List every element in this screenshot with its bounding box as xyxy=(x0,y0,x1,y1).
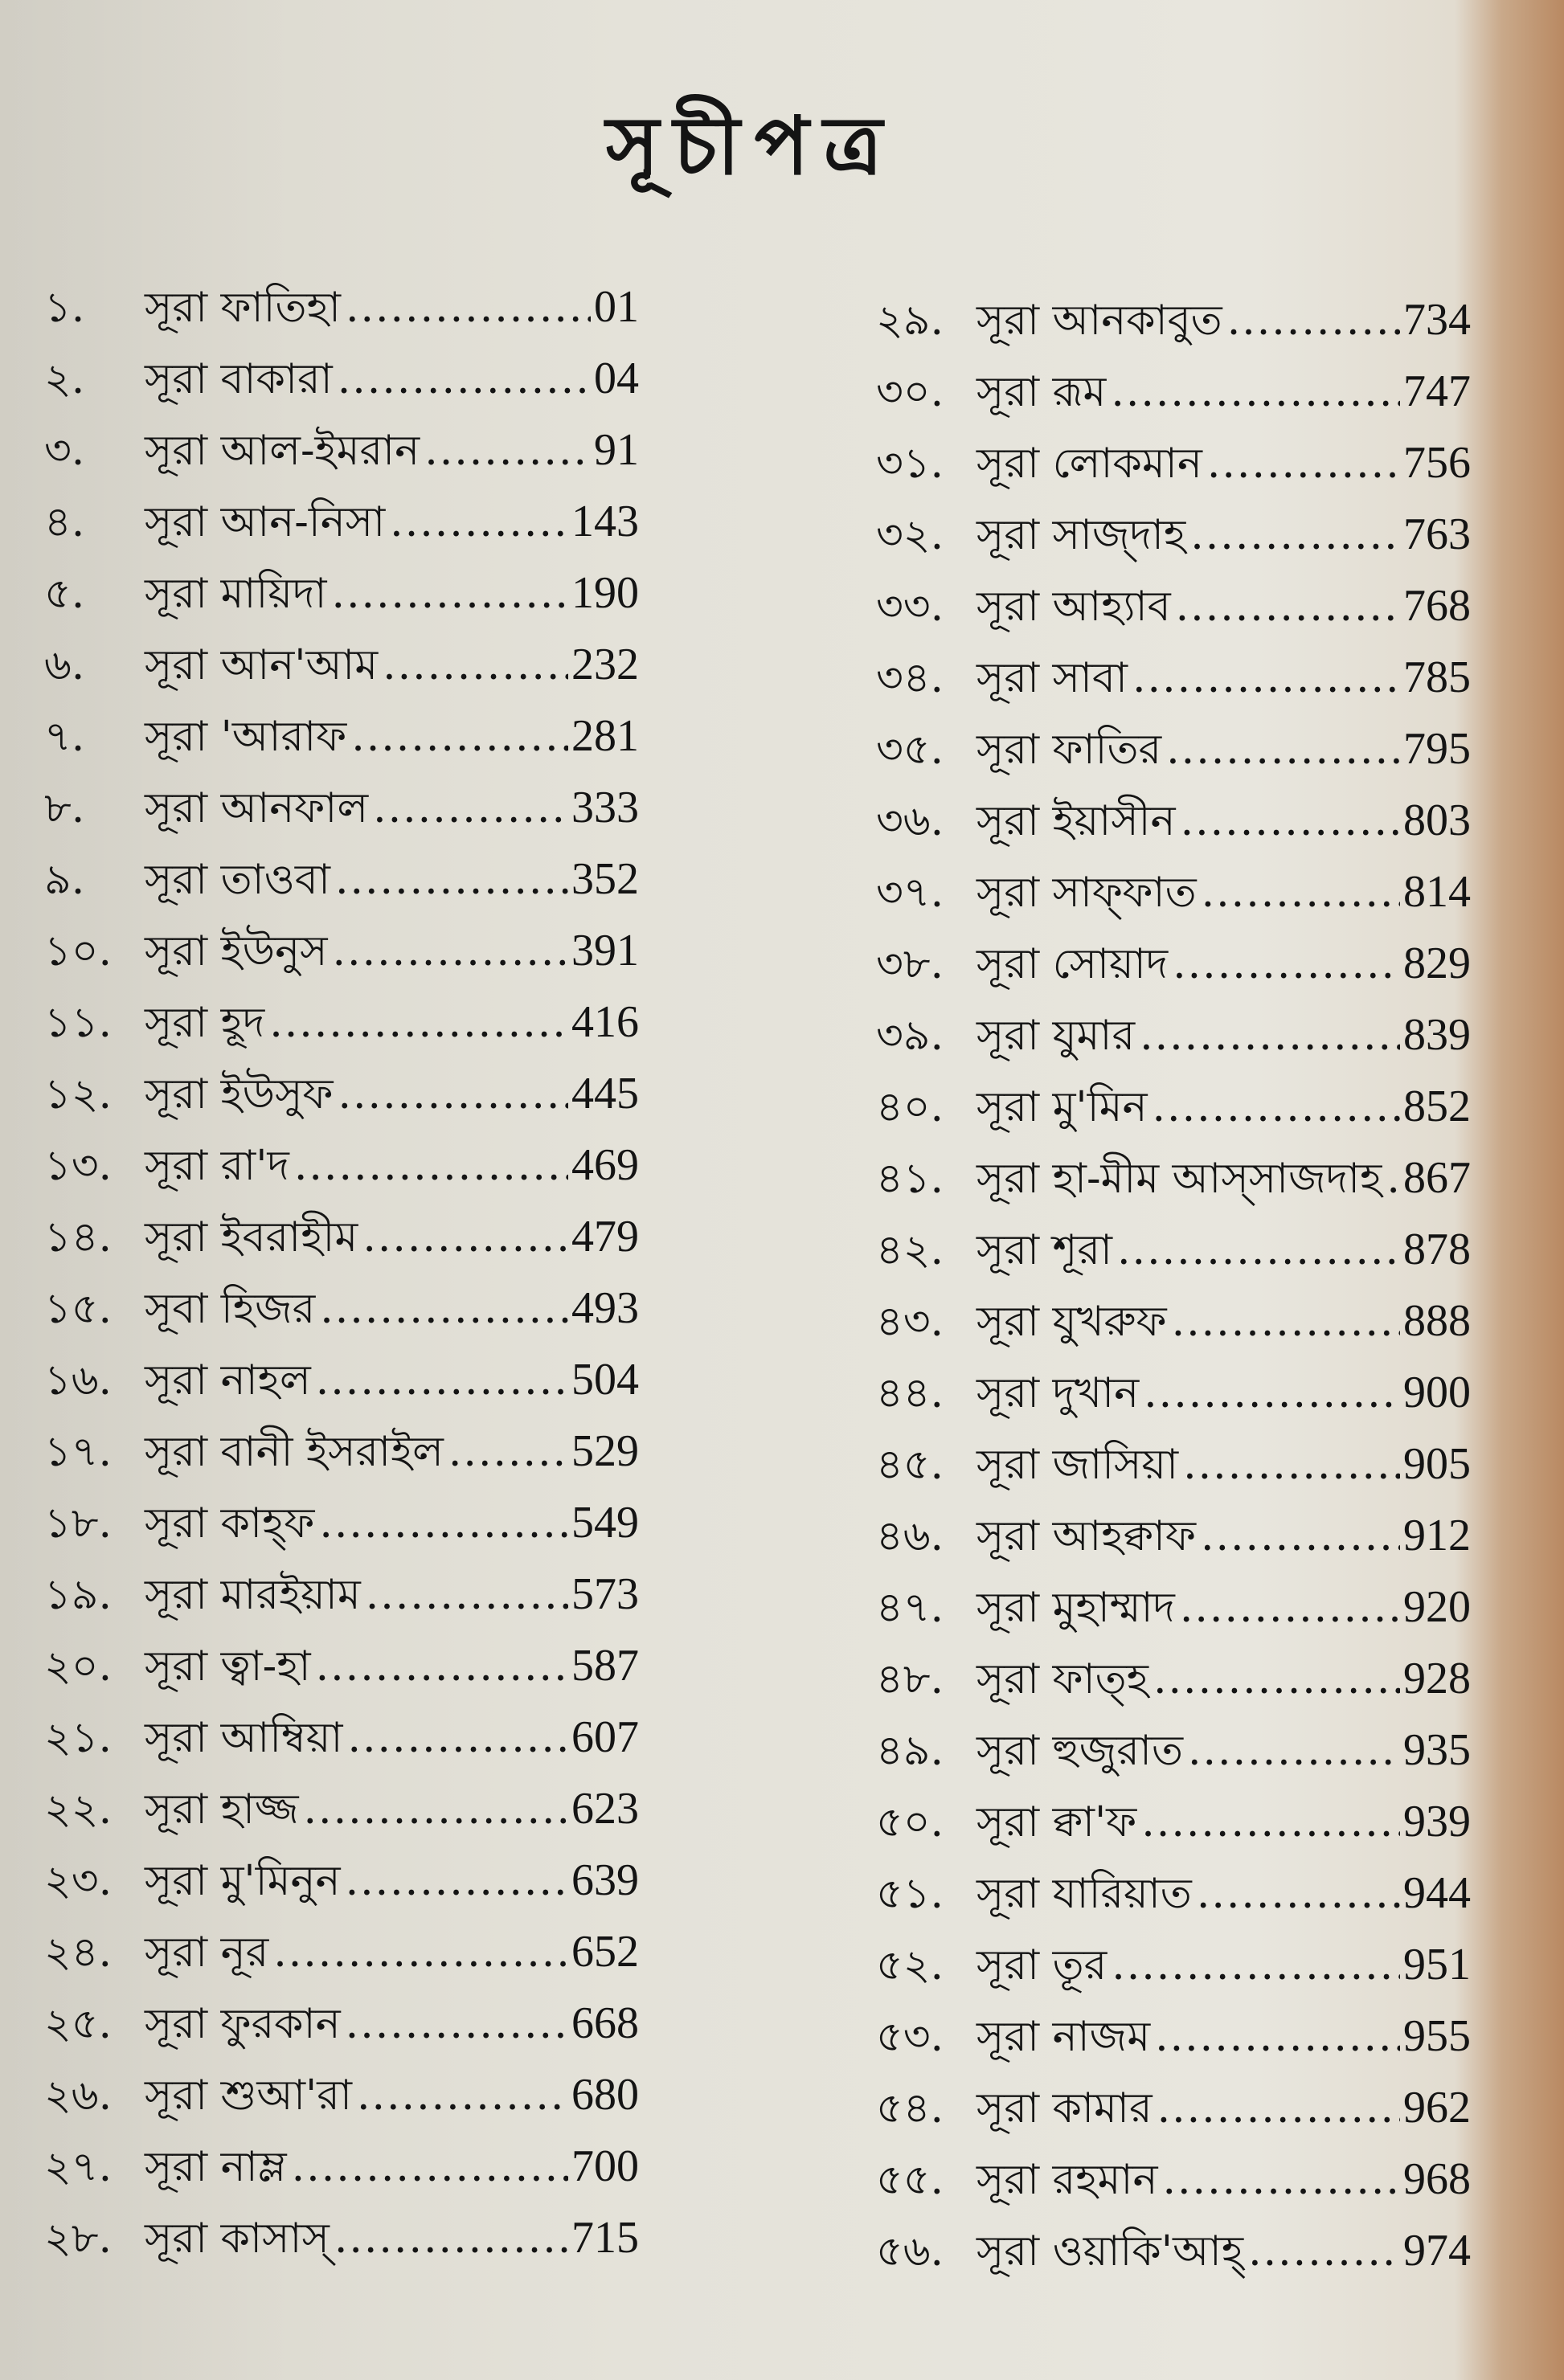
toc-entry-number: ৪৭. xyxy=(876,1584,944,1632)
toc-entry-number: ৩. xyxy=(44,427,85,475)
toc-entry-number: ৪৪. xyxy=(876,1369,944,1417)
toc-entry-page-number: 652 xyxy=(571,1927,639,1977)
dot-leader xyxy=(1166,714,1400,786)
toc-entry-title: সূরা রা'দ xyxy=(145,1142,289,1190)
toc-entry-number: ৩৫. xyxy=(876,726,944,774)
dot-leader xyxy=(294,1131,568,1202)
toc-entry xyxy=(44,486,639,558)
toc-entry-number: ৫৩. xyxy=(876,2013,944,2061)
toc-entry-number: ৩২. xyxy=(876,511,944,559)
toc-entry-number: ২৪. xyxy=(44,1928,113,1977)
toc-entry-number: ১৮. xyxy=(44,1499,113,1548)
toc-entry xyxy=(876,570,1471,642)
toc-entry-number: ৪৫. xyxy=(876,1441,944,1489)
dot-leader xyxy=(1172,1286,1400,1358)
toc-column-left xyxy=(44,272,639,2274)
toc-entry-title: সূরা নাম্ল xyxy=(145,2143,287,2191)
toc-entry-page-number: 900 xyxy=(1403,1368,1471,1417)
toc-entry-number: ১৫. xyxy=(44,1285,113,1333)
toc-entry-title: সূরা রহমান xyxy=(976,2156,1158,2204)
dot-leader xyxy=(1188,1715,1400,1787)
dot-leader xyxy=(316,1345,568,1417)
toc-entry xyxy=(876,857,1471,928)
toc-entry-page-number: 905 xyxy=(1403,1439,1471,1489)
toc-entry-title: সূরা নাজম xyxy=(976,2013,1151,2061)
toc-entry-page-number: 333 xyxy=(571,783,639,832)
dot-leader xyxy=(292,2132,568,2203)
toc-entry-number: ২৭. xyxy=(44,2143,113,2191)
toc-entry-number: ২৯. xyxy=(876,296,944,345)
toc-entry-page-number: 668 xyxy=(571,1998,639,2048)
toc-entry-number: ৪৩. xyxy=(876,1298,944,1346)
dot-leader xyxy=(316,1631,568,1703)
toc-entry-page-number: 939 xyxy=(1403,1797,1471,1846)
dot-leader xyxy=(347,1703,568,1774)
toc-entry-number: ৩৮. xyxy=(876,940,944,988)
toc-entry xyxy=(876,1572,1471,1643)
toc-entry-page-number: 549 xyxy=(571,1498,639,1548)
toc-entry xyxy=(44,1559,639,1630)
toc-entry-title: সূরা কাসাস্ xyxy=(145,2214,330,2263)
dot-leader xyxy=(346,272,591,344)
toc-entry-title: সূরা আহক্বাফ xyxy=(976,1512,1196,1560)
toc-entry xyxy=(876,1858,1471,1929)
toc-entry-title: সূরা যুমার xyxy=(976,1012,1136,1060)
toc-entry-number: ৪৬. xyxy=(876,1512,944,1560)
toc-entry-title: সূরা ইয়াসীন xyxy=(976,797,1176,845)
toc-entry xyxy=(876,356,1471,427)
toc-entry-page-number: 281 xyxy=(571,711,639,761)
toc-entry-number: ৫০. xyxy=(876,1798,944,1846)
dot-leader xyxy=(1202,857,1400,929)
toc-entry-title: সূরা দুখান xyxy=(976,1369,1140,1417)
dot-leader xyxy=(1227,285,1400,357)
toc-entry-number: ১০. xyxy=(44,927,113,975)
toc-entry-page-number: 935 xyxy=(1403,1725,1471,1775)
dot-leader xyxy=(1111,357,1400,428)
toc-entry-number: ১৯. xyxy=(44,1571,113,1619)
toc-entry-title: সূরা হাজ্জ xyxy=(145,1785,299,1834)
dot-leader xyxy=(331,558,568,630)
toc-entry-number: ১৪. xyxy=(44,1213,113,1262)
toc-entry-page-number: 920 xyxy=(1403,1582,1471,1632)
dot-leader xyxy=(304,1774,568,1846)
toc-entry-number: ৪. xyxy=(44,498,85,546)
toc-entry xyxy=(876,1643,1471,1715)
dot-leader xyxy=(1248,2216,1400,2288)
toc-entry-page-number: 968 xyxy=(1403,2154,1471,2204)
toc-entry-title: সূরা 'আরাফ xyxy=(145,713,347,761)
toc-entry xyxy=(44,1487,639,1559)
toc-entry-number: ২৮. xyxy=(44,2214,113,2263)
toc-entry-title: সূরা আন-নিসা xyxy=(145,498,386,546)
toc-entry-title: সূরা ক্বা'ফ xyxy=(976,1798,1137,1846)
toc-entry-title: সূরা শূরা xyxy=(976,1226,1113,1274)
toc-entry-title: সূরা শুআ'রা xyxy=(145,2071,352,2120)
dot-leader xyxy=(1155,2002,1400,2073)
toc-entry-page-number: 416 xyxy=(571,997,639,1047)
toc-entry-title: সূরা জাসিয়া xyxy=(976,1441,1179,1489)
toc-entry-title: সূরা ফাতিহা xyxy=(145,284,341,332)
toc-entry-page-number: 352 xyxy=(571,854,639,904)
toc-entry-page-number: 529 xyxy=(571,1426,639,1476)
dot-leader xyxy=(333,916,568,988)
dot-leader xyxy=(383,630,568,701)
toc-entry-number: ৩১. xyxy=(876,440,944,488)
toc-entry-title: সূরা রূম xyxy=(976,368,1107,416)
toc-entry xyxy=(44,987,639,1058)
dot-leader xyxy=(346,1989,568,2060)
toc-entry-page-number: 232 xyxy=(571,640,639,689)
toc-entry-number: ২৩. xyxy=(44,1857,113,1905)
toc-entry xyxy=(44,629,639,701)
dot-leader xyxy=(338,1059,568,1131)
toc-entry xyxy=(876,1000,1471,1071)
toc-entry-title: সূরা সাবা xyxy=(976,654,1128,702)
toc-entry xyxy=(876,928,1471,1000)
dot-leader xyxy=(390,487,568,558)
toc-entry-number: ৩৪. xyxy=(876,654,944,702)
toc-entry xyxy=(44,272,639,343)
toc-entry-page-number: 839 xyxy=(1403,1010,1471,1060)
toc-entry-number: ৫৬. xyxy=(876,2227,944,2276)
toc-entry-page-number: 700 xyxy=(571,2141,639,2191)
toc-entry-page-number: 763 xyxy=(1403,509,1471,559)
toc-entry-page-number: 680 xyxy=(571,2070,639,2120)
toc-entry-page-number: 962 xyxy=(1403,2083,1471,2133)
dot-leader xyxy=(320,1274,568,1345)
toc-entry-page-number: 768 xyxy=(1403,581,1471,631)
toc-entry-number: ৩০. xyxy=(876,368,944,416)
toc-entry-number: ২৬. xyxy=(44,2071,113,2120)
toc-entry xyxy=(876,427,1471,499)
toc-entry xyxy=(44,2059,639,2131)
dot-leader xyxy=(273,1917,568,1989)
toc-entry-title: সূরা ইউসুফ xyxy=(145,1070,334,1118)
toc-entry-page-number: 445 xyxy=(571,1069,639,1118)
toc-entry-title: সূরা নাহল xyxy=(145,1356,311,1405)
toc-entry-title: সূরা সাজ্দাহ xyxy=(976,511,1186,559)
toc-entry xyxy=(44,415,639,486)
dot-leader xyxy=(351,701,568,773)
toc-entry xyxy=(876,1429,1471,1500)
toc-entry xyxy=(876,1357,1471,1429)
toc-entry xyxy=(44,1702,639,1773)
toc-entry xyxy=(44,2131,639,2202)
toc-entry-number: ৩৭. xyxy=(876,869,944,917)
toc-entry-title: সূরা কাহ্ফ xyxy=(145,1499,315,1548)
toc-entry-number: ২২. xyxy=(44,1785,113,1834)
toc-entry-number: ৭. xyxy=(44,713,85,761)
toc-entry-title: সূরা তাওবা xyxy=(145,856,330,904)
toc-entry-page-number: 04 xyxy=(594,354,639,403)
toc-entry-number: ৪০. xyxy=(876,1083,944,1131)
toc-entry xyxy=(876,1071,1471,1143)
toc-entry-page-number: 785 xyxy=(1403,652,1471,702)
dot-leader xyxy=(1141,1787,1400,1859)
toc-entry-number: ১৭. xyxy=(44,1428,113,1476)
toc-entry xyxy=(44,844,639,915)
toc-entry-page-number: 814 xyxy=(1403,867,1471,917)
toc-entry-title: সূরা ত্বা-হা xyxy=(145,1642,311,1691)
toc-entry-number: ৯. xyxy=(44,856,85,904)
toc-entry-title: সূরা মু'মিনুন xyxy=(145,1857,341,1905)
toc-entry-page-number: 867 xyxy=(1403,1153,1471,1203)
toc-entry xyxy=(876,499,1471,570)
toc-entry-number: ৪১. xyxy=(876,1155,944,1203)
dot-leader xyxy=(1181,786,1400,857)
toc-entry xyxy=(44,1988,639,2059)
dot-leader xyxy=(269,988,568,1059)
toc-entry xyxy=(876,2144,1471,2215)
toc-entry-number: ২১. xyxy=(44,1714,113,1762)
toc-entry-title: সূরা ফাতির xyxy=(976,726,1162,774)
toc-entry-title: সূরা মু'মিন xyxy=(976,1083,1148,1131)
toc-entry xyxy=(44,1416,639,1487)
toc-entry-title: সূরা তূর xyxy=(976,1941,1107,1989)
toc-entry xyxy=(876,2001,1471,2072)
toc-entry-title: সূরা মুহাম্মাদ xyxy=(976,1584,1175,1632)
toc-entry xyxy=(876,1214,1471,1286)
dot-leader xyxy=(1197,1859,1400,1930)
toc-entry xyxy=(876,2072,1471,2144)
toc-entry xyxy=(44,1630,639,1702)
toc-entry-page-number: 928 xyxy=(1403,1654,1471,1703)
dot-leader xyxy=(338,344,591,415)
toc-entry xyxy=(876,1715,1471,1786)
toc-entry-page-number: 955 xyxy=(1403,2011,1471,2061)
toc-entry xyxy=(876,2215,1471,2287)
toc-entry-page-number: 391 xyxy=(571,926,639,975)
toc-entry-title: সূরা ইউনুস xyxy=(145,927,328,975)
toc-entry xyxy=(876,785,1471,857)
dot-leader xyxy=(1157,2073,1400,2145)
toc-entry-page-number: 829 xyxy=(1403,939,1471,988)
toc-entry xyxy=(44,1773,639,1845)
toc-entry-title: সূরা আন'আম xyxy=(145,641,379,689)
dot-leader xyxy=(334,2203,568,2275)
page-title: সূচীপত্র xyxy=(606,98,897,193)
toc-entry-page-number: 573 xyxy=(571,1569,639,1619)
toc-entry-number: ১১. xyxy=(44,999,113,1047)
toc-entry xyxy=(876,1286,1471,1357)
dot-leader xyxy=(1207,428,1400,500)
toc-entry-title: সূরা মারইয়াম xyxy=(145,1571,361,1619)
toc-entry xyxy=(44,1130,639,1201)
toc-entry-title: সূরা নূর xyxy=(145,1928,269,1977)
toc-column-right xyxy=(876,284,1471,2287)
dot-leader xyxy=(1386,1143,1400,1215)
toc-entry xyxy=(876,714,1471,785)
toc-entry-title: সূবা হিজর xyxy=(145,1285,316,1333)
toc-entry-number: ৫১. xyxy=(876,1870,944,1918)
toc-entry xyxy=(44,1201,639,1273)
toc-entry-number: ২. xyxy=(44,355,85,403)
dot-leader xyxy=(424,415,591,487)
toc-entry-page-number: 974 xyxy=(1403,2226,1471,2276)
toc-entry-title: সূরা লোকমান xyxy=(976,440,1202,488)
toc-entry xyxy=(44,343,639,415)
toc-entry-page-number: 795 xyxy=(1403,724,1471,774)
toc-entry-number: ৪২. xyxy=(876,1226,944,1274)
toc-entry-title: সূরা বানী ইসরাইল xyxy=(145,1428,444,1476)
toc-entry-page-number: 607 xyxy=(571,1712,639,1762)
toc-entry xyxy=(44,701,639,772)
toc-entry-number: ৫২. xyxy=(876,1941,944,1989)
toc-entry xyxy=(44,2202,639,2274)
dot-leader xyxy=(357,2060,568,2132)
toc-entry-number: ১৬. xyxy=(44,1356,113,1405)
toc-entry-title: সূরা বাকারা xyxy=(145,355,333,403)
toc-entry xyxy=(44,1058,639,1130)
toc-entry-number: ৬. xyxy=(44,641,85,689)
toc-entry-page-number: 493 xyxy=(571,1283,639,1333)
toc-entry-title: সূরা হূদ xyxy=(145,999,265,1047)
dot-leader xyxy=(366,1560,568,1631)
dot-leader xyxy=(1173,929,1400,1000)
toc-entry xyxy=(44,1273,639,1344)
toc-entry-number: ৫. xyxy=(44,570,85,618)
toc-entry-page-number: 01 xyxy=(594,282,639,332)
toc-entry-title: সূরা আহ্যাব xyxy=(976,583,1171,631)
toc-entry-page-number: 888 xyxy=(1403,1296,1471,1346)
toc-entry-page-number: 623 xyxy=(571,1784,639,1834)
toc-entry-number: ৩৬. xyxy=(876,797,944,845)
toc-entry-page-number: 91 xyxy=(594,425,639,475)
toc-entry xyxy=(44,1845,639,1916)
toc-entry-number: ২৫. xyxy=(44,2000,113,2048)
toc-entry-page-number: 734 xyxy=(1403,295,1471,345)
toc-entry-page-number: 190 xyxy=(571,568,639,618)
toc-entry xyxy=(876,1500,1471,1572)
toc-entry-page-number: 944 xyxy=(1403,1868,1471,1918)
toc-entry-title: সূরা ওয়াকি'আহ্ xyxy=(976,2227,1244,2276)
toc-entry-title: সূরা হা-মীম আস্সাজদাহ xyxy=(976,1155,1382,1203)
toc-entry-page-number: 951 xyxy=(1403,1940,1471,1989)
toc-entry xyxy=(44,915,639,987)
toc-entry-number: ৪৮. xyxy=(876,1655,944,1703)
toc-entry xyxy=(44,772,639,844)
dot-leader xyxy=(335,844,568,916)
dot-leader xyxy=(362,1202,568,1274)
toc-entry-number: ১২. xyxy=(44,1070,113,1118)
toc-entry-page-number: 469 xyxy=(571,1140,639,1190)
toc-entry-page-number: 756 xyxy=(1403,438,1471,488)
toc-entry-title: সূরা আনকাবুত xyxy=(976,296,1222,345)
toc-entry-page-number: 803 xyxy=(1403,795,1471,845)
toc-entry-page-number: 715 xyxy=(571,2213,639,2263)
dot-leader xyxy=(1153,1644,1400,1715)
toc-entry-page-number: 912 xyxy=(1403,1511,1471,1560)
toc-entry xyxy=(44,1344,639,1416)
toc-entry-page-number: 852 xyxy=(1403,1082,1471,1131)
toc-entry-title: সূরা মায়িদা xyxy=(145,570,327,618)
toc-entry-page-number: 504 xyxy=(571,1355,639,1405)
dot-leader xyxy=(1117,1215,1400,1286)
toc-entry-page-number: 639 xyxy=(571,1855,639,1905)
toc-entry-page-number: 587 xyxy=(571,1641,639,1691)
toc-entry xyxy=(876,1786,1471,1858)
toc-entry-number: ২০. xyxy=(44,1642,113,1691)
dot-leader xyxy=(346,1846,568,1917)
toc-entry-number: ১. xyxy=(44,284,85,332)
toc-entry xyxy=(876,1929,1471,2001)
dot-leader xyxy=(1180,1572,1400,1644)
dot-leader xyxy=(448,1417,568,1488)
toc-entry-title: সূরা আল-ইমরান xyxy=(145,427,420,475)
toc-entry-title: সূরা যুখরুফ xyxy=(976,1298,1167,1346)
dot-leader xyxy=(1190,500,1400,571)
toc-entry-title: সূরা সাফ্ফাত xyxy=(976,869,1197,917)
toc-entry-number: ৩৩. xyxy=(876,583,944,631)
toc-entry-title: সূরা আম্বিয়া xyxy=(145,1714,343,1762)
toc-entry-page-number: 747 xyxy=(1403,366,1471,416)
toc-entry-title: সূরা হুজুরাত xyxy=(976,1727,1183,1775)
toc-entry xyxy=(876,1143,1471,1214)
toc-entry-page-number: 878 xyxy=(1403,1225,1471,1274)
toc-entry-title: সূরা যারিয়াত xyxy=(976,1870,1192,1918)
toc-entry xyxy=(44,558,639,629)
toc-entry-title: সূরা সোয়াদ xyxy=(976,940,1169,988)
toc-entry-page-number: 479 xyxy=(571,1212,639,1262)
dot-leader xyxy=(1162,2145,1400,2216)
toc-entry-number: ৫৫. xyxy=(876,2156,944,2204)
toc-entry-number: ৫৪. xyxy=(876,2084,944,2133)
toc-entry-number: ৮. xyxy=(44,784,85,832)
toc-entry xyxy=(44,1916,639,1988)
dot-leader xyxy=(1201,1501,1400,1572)
dot-leader xyxy=(319,1488,568,1560)
toc-entry xyxy=(876,284,1471,356)
toc-entry-page-number: 143 xyxy=(571,497,639,546)
toc-entry-number: ৪৯. xyxy=(876,1727,944,1775)
toc-entry-title: সূরা ফুরকান xyxy=(145,2000,341,2048)
dot-leader xyxy=(1144,1358,1400,1429)
dot-leader xyxy=(373,773,568,844)
dot-leader xyxy=(1132,643,1400,714)
dot-leader xyxy=(1183,1429,1400,1501)
toc-entry-title: সূরা ইবরাহীম xyxy=(145,1213,358,1262)
toc-entry-title: সূরা ফাত্হ xyxy=(976,1655,1148,1703)
dot-leader xyxy=(1176,571,1400,643)
toc-entry-title: সূরা কামার xyxy=(976,2084,1153,2133)
toc-entry xyxy=(876,642,1471,714)
toc-entry-number: ১৩. xyxy=(44,1142,113,1190)
dot-leader xyxy=(1112,1930,1400,2002)
dot-leader xyxy=(1153,1072,1400,1143)
dot-leader xyxy=(1140,1000,1400,1072)
toc-entry-title: সূরা আনফাল xyxy=(145,784,369,832)
toc-entry-number: ৩৯. xyxy=(876,1012,944,1060)
